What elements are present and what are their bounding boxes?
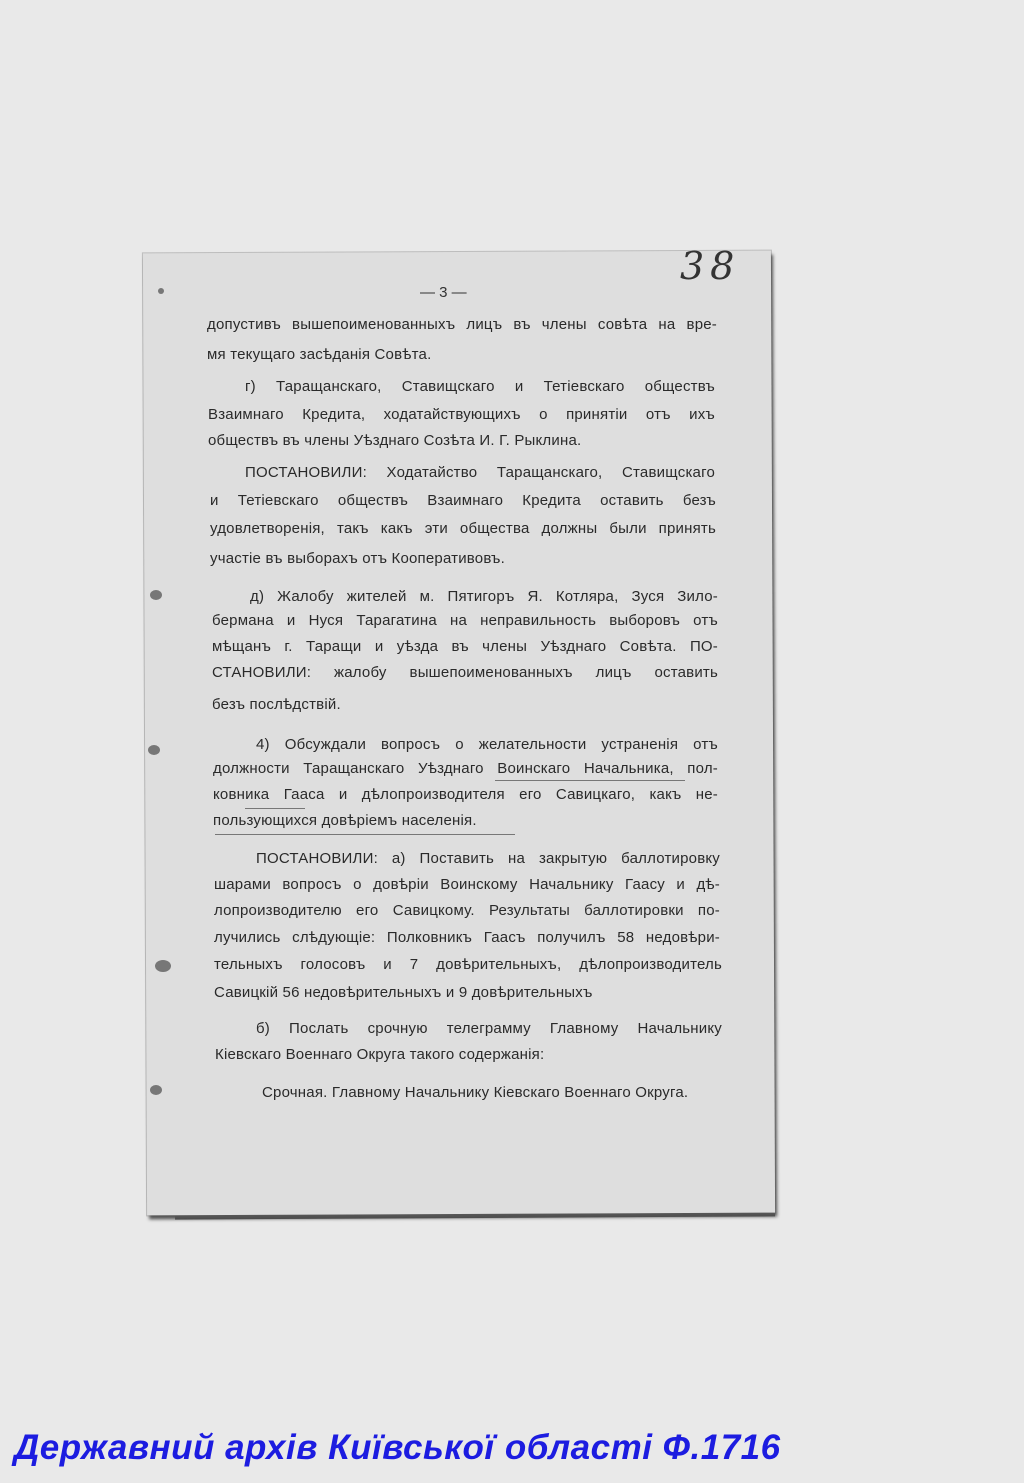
archive-caption: Державний архів Київської області Ф.1716 (14, 1428, 781, 1467)
text-line: д) Жалобу жителей м. Пятигоръ Я. Котляра, Зуся Зило- (250, 588, 718, 605)
text-line: Савицкій 56 недовѣрительныхъ и 9 довѣрительныхъ (214, 984, 593, 1001)
text-line: мя текущаго засѣданія Совѣта. (207, 346, 432, 363)
text-line: мѣщанъ г. Таращи и уѣзда въ члены Уѣзднаго Совѣта. ПО- (212, 638, 718, 655)
text-line: ПОСТАНОВИЛИ: Ходатайство Таращанскаго, Ставищскаго (245, 464, 715, 481)
document-page (143, 251, 775, 1216)
text-line: ковника Гааса и дѣлопроизводителя его Савицкаго, какъ не- (213, 786, 718, 803)
pencil-underline (495, 780, 685, 781)
text-line: шарами вопросъ о довѣріи Воинскому Начальнику Гаасу и дѣ- (214, 876, 720, 893)
text-line: тельныхъ голосовъ и 7 довѣрительныхъ, дѣлопроизводитель (214, 956, 722, 973)
text-line: б) Послать срочную телеграмму Главному Начальнику (256, 1020, 722, 1037)
text-line: и Тетіевскаго обществъ Взаимнаго Кредита оставить безъ (210, 492, 716, 509)
text-line: пользующихся довѣріемъ населенія. (213, 812, 477, 829)
pencil-underline (245, 808, 305, 809)
text-line: Взаимнаго Кредита, ходатайствующихъ о принятіи отъ ихъ (208, 406, 715, 423)
binding-hole (148, 745, 160, 755)
text-line: Срочная. Главному Начальнику Кіевскаго Военнаго Округа. (262, 1084, 689, 1101)
pencil-underline (215, 834, 515, 835)
text-line: допустивъ вышепоименованныхъ лицъ въ члены совѣта на вре- (207, 316, 717, 333)
text-line: обществъ въ члены Уѣзднаго Созѣта И. Г. Рыклина. (208, 432, 582, 449)
page-number: — 3 — (420, 284, 467, 301)
text-line: лопроизводителю его Савицкому. Результаты баллотировки по- (214, 902, 720, 919)
binding-hole (150, 590, 162, 600)
text-line: лучились слѣдующіе: Полковникъ Гаасъ получилъ 58 недовѣри- (214, 929, 720, 946)
text-line: ПОСТАНОВИЛИ: а) Поставить на закрытую баллотировку (256, 850, 720, 867)
text-line: участіе въ выборахъ отъ Кооперативовъ. (210, 550, 505, 567)
text-line: безъ послѣдствій. (212, 696, 341, 713)
text-line: бермана и Нуся Тарагатина на неправильность выборовъ отъ (212, 612, 718, 629)
binding-hole (155, 960, 171, 972)
text-line: должности Таращанскаго Уѣзднаго Воинскаго Начальника, пол- (213, 760, 718, 777)
text-line: СТАНОВИЛИ: жалобу вышепоименованныхъ лицъ оставить (212, 664, 718, 681)
binding-hole (150, 1085, 162, 1095)
text-line: удовлетворенія, такъ какъ эти общества должны были принять (210, 520, 716, 537)
binding-hole (158, 288, 164, 294)
handwritten-folio-number: 38 (680, 244, 741, 288)
text-line: г) Таращанскаго, Ставищскаго и Тетіевскаго обществъ (245, 378, 715, 395)
text-line: Кіевскаго Военнаго Округа такого содержанія: (215, 1046, 545, 1063)
text-line: 4) Обсуждали вопросъ о желательности устраненія отъ (256, 736, 718, 753)
